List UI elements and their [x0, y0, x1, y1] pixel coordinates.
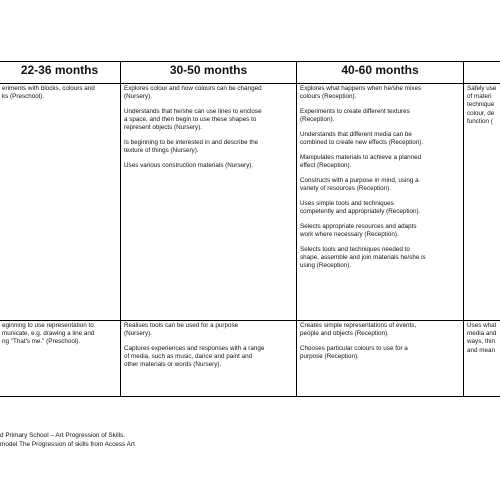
cell-paragraph — [2, 322, 117, 347]
cell-text-line: eginning to use representation to — [2, 322, 94, 329]
cell-paragraph — [300, 177, 460, 193]
cell-text-line: other materials or words (Nursery). — [124, 361, 222, 369]
cell-row1-col4 — [464, 84, 500, 321]
cell-paragraph — [300, 345, 460, 361]
cell-text-line: ks (Preschool). — [2, 93, 44, 101]
cell-text-line: effect (Reception). — [300, 162, 352, 170]
cell-text-line: a space, and then begin to use these shapes to — [124, 116, 257, 124]
footer-school-title: d Primary School – Art Progression of Skills. — [0, 432, 126, 439]
cell-text-line: Chooses particular colours to use for a — [300, 345, 408, 352]
cell-text-line: Realises tools can be used for a purpose — [124, 322, 239, 329]
cell-text-line: texture of things (Nursery). — [124, 147, 199, 155]
cell-text-line: Selects appropriate resources and adapts — [300, 223, 417, 230]
cell-text-line: Experiments to create different textures — [300, 108, 410, 115]
cell-text-line: and mean — [467, 346, 496, 354]
table-row — [0, 84, 500, 321]
cell-text-line: variety of resources (Reception). — [300, 185, 391, 193]
cell-text-line: technique — [467, 101, 495, 109]
cell-text-line: (Nursery). — [124, 93, 152, 101]
cell-text — [300, 85, 460, 271]
cell-text-line: (Reception). — [300, 116, 335, 124]
cell-text-line: colours (Reception). — [300, 93, 357, 101]
cell-text-line: people and objects (Reception). — [300, 330, 389, 338]
cell-row1-col2 — [121, 84, 297, 321]
header-30-50-months: 30-50 months — [121, 62, 297, 84]
cell-text-line: of materi — [467, 93, 492, 101]
footer-source-note: model The Progression of skills from Access Art — [0, 441, 135, 449]
cell-paragraph — [300, 322, 460, 338]
cell-text-line: Uses what — [467, 322, 497, 329]
cell-paragraph — [300, 131, 460, 147]
cell-text-line: using (Reception). — [300, 262, 352, 270]
cell-paragraph — [124, 162, 293, 170]
cell-text-line: Captures experiences and responses with a range — [124, 345, 265, 352]
cell-text — [2, 322, 117, 347]
cell-paragraph — [300, 200, 460, 216]
header-22-36-months: 22-36 months — [0, 62, 121, 84]
cell-text-line: ways, thin — [467, 338, 495, 346]
cell-text-line: Understands that different media can be — [300, 131, 412, 138]
cell-text-line: Is beginning to be interested in and describe the — [124, 139, 259, 147]
cell-row1-col1 — [0, 84, 121, 321]
cell-text — [467, 322, 500, 355]
cell-text-line: Constructs with a purpose in mind, using a — [300, 177, 419, 184]
cell-paragraph — [124, 322, 293, 338]
cell-row2-col3 — [297, 321, 464, 397]
cell-text-line: Uses simple tools and techniques — [300, 200, 394, 207]
table-header-row — [0, 62, 500, 84]
cell-paragraph — [300, 108, 460, 124]
cell-text-line: eriments with blocks, colours and — [2, 85, 95, 92]
cell-paragraph — [300, 85, 460, 101]
cell-text-line: Explores colour and how colours can be changed — [124, 85, 262, 92]
cell-paragraph — [124, 139, 293, 155]
cell-paragraph — [467, 322, 500, 355]
cell-row2-col4 — [464, 321, 500, 397]
cell-text — [300, 322, 460, 361]
cell-text-line: combined to create new effects (Reception). — [300, 139, 424, 147]
cell-paragraph — [300, 154, 460, 170]
cell-paragraph — [124, 345, 293, 370]
header-40-60-months: 40-60 months — [297, 62, 464, 84]
cell-row2-col2 — [121, 321, 297, 397]
cell-text-line: (Nursery). — [124, 330, 152, 338]
cell-paragraph — [300, 246, 460, 271]
cell-text-line: Explores what happens when he/she mixes — [300, 85, 422, 92]
progression-table — [0, 61, 500, 397]
cell-text-line: colour, de — [467, 109, 495, 117]
cell-text-line: Understands that he/she can use lines to enclose — [124, 108, 262, 115]
cell-text — [467, 85, 500, 126]
cell-text — [124, 322, 293, 370]
cell-text-line: shape, assemble and join materials he/she is — [300, 254, 426, 262]
cell-text-line: competently and appropriately (Reception). — [300, 208, 421, 216]
cell-text-line: Manipulates materials to achieve a planned — [300, 154, 422, 161]
cell-text — [124, 85, 293, 170]
table-row — [0, 321, 500, 397]
cell-text-line: represent objects (Nursery). — [124, 124, 203, 132]
cell-paragraph — [2, 85, 117, 101]
cell-text-line: Safely use — [467, 85, 497, 92]
cell-paragraph — [124, 108, 293, 133]
cell-row1-col3 — [297, 84, 464, 321]
cell-text-line: work where necessary (Reception). — [300, 231, 399, 239]
cell-text-line: ng "That's me." (Preschool). — [2, 338, 81, 346]
header-next-stage — [464, 62, 500, 84]
cell-text-line: function ( — [467, 117, 493, 125]
document-footer — [0, 431, 135, 450]
cell-text — [2, 85, 117, 101]
cell-paragraph — [124, 85, 293, 101]
cell-text-line: Selects tools and techniques needed to — [300, 246, 410, 253]
cell-text-line: Uses various construction materials (Nursery). — [124, 162, 254, 170]
cell-row2-col1 — [0, 321, 121, 397]
cell-text-line: purpose (Reception). — [300, 353, 359, 361]
cell-text-line: Creates simple representations of events, — [300, 322, 417, 329]
cell-text-line: municate, e.g. drawing a line and — [2, 330, 95, 338]
cell-text-line: of media, such as music, dance and paint and — [124, 353, 253, 361]
cell-paragraph — [300, 223, 460, 239]
cell-text-line: media and — [467, 330, 497, 338]
cell-paragraph — [467, 85, 500, 126]
